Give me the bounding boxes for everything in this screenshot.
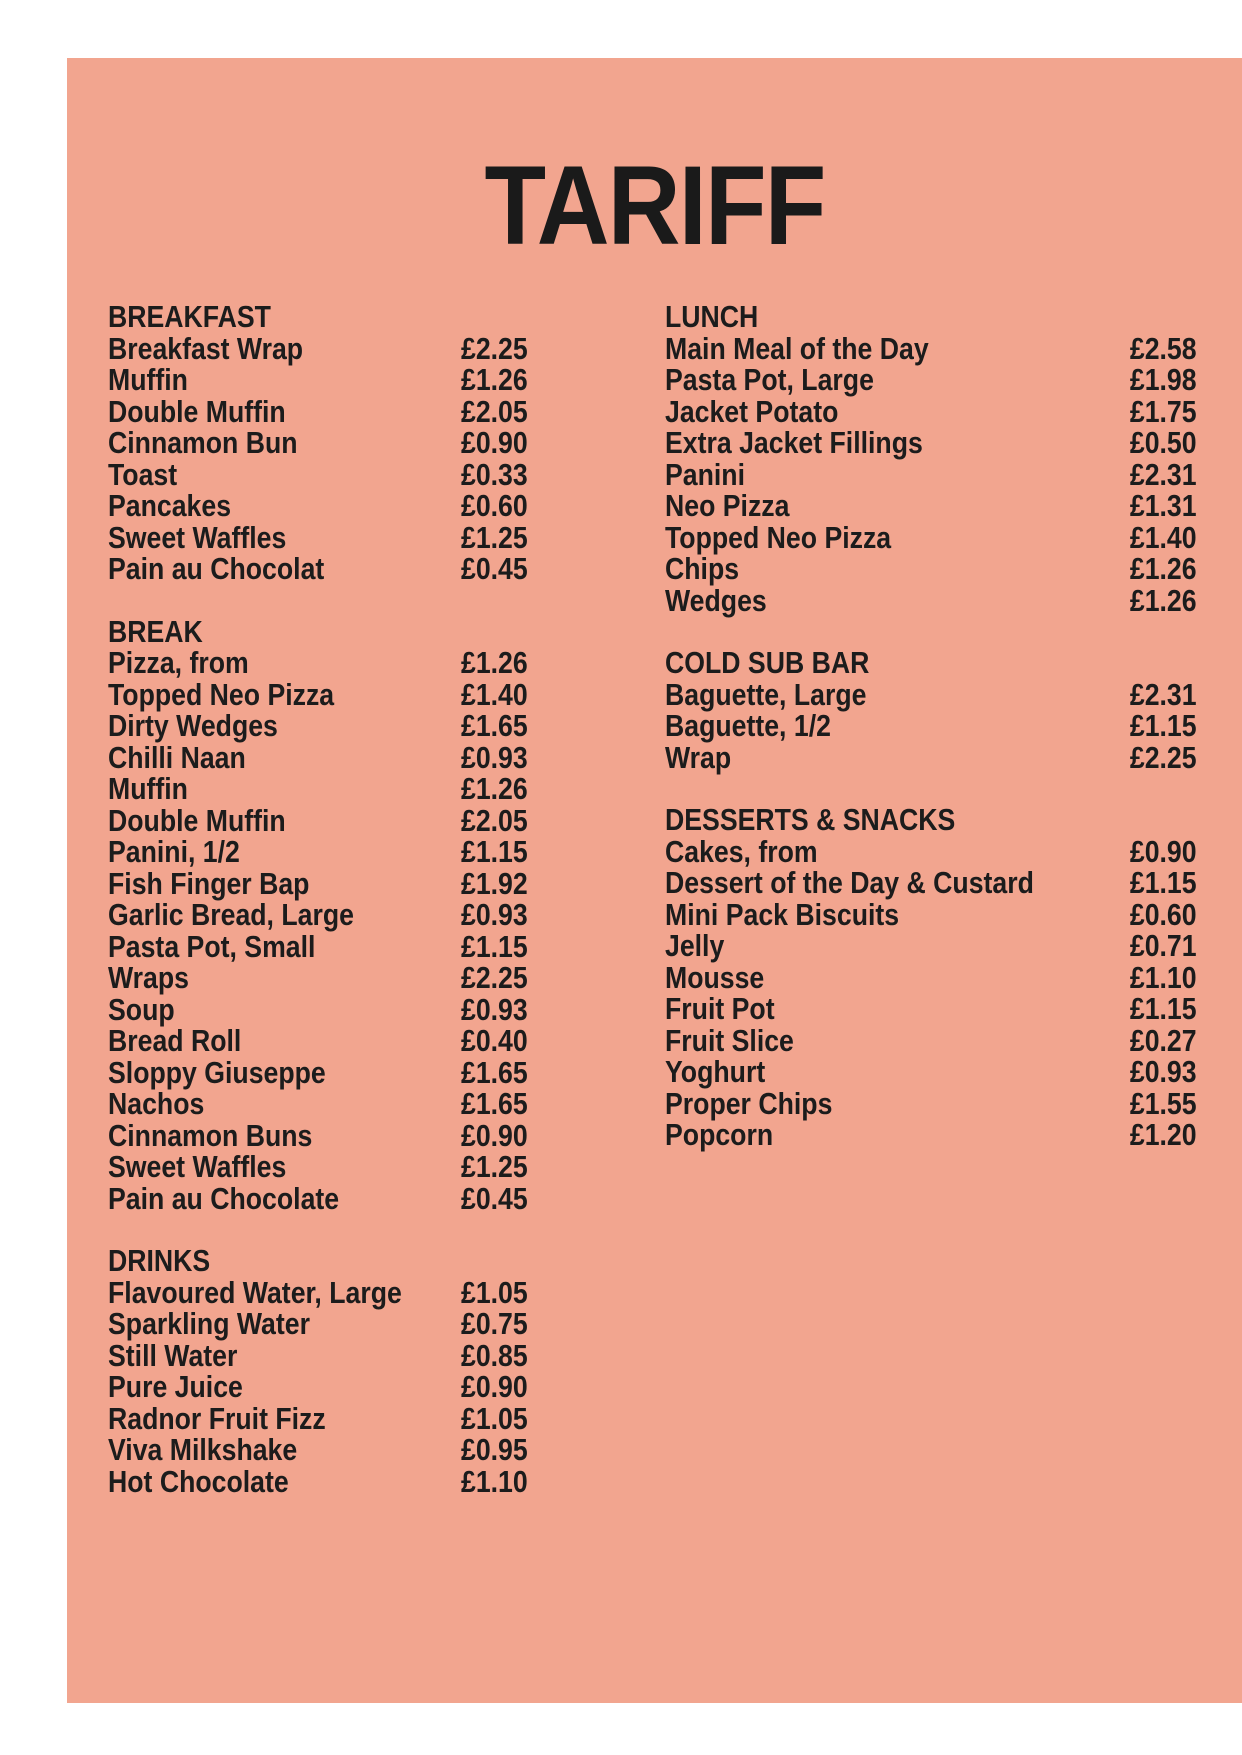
menu-item-name: Wraps: [108, 960, 190, 995]
section-heading: [108, 1245, 578, 1277]
menu-item-price: £1.15: [461, 834, 528, 869]
menu-item: [108, 1054, 578, 1090]
menu-item: [665, 833, 1197, 869]
menu-item-name: Pasta Pot, Large: [665, 362, 874, 397]
menu-item-price: £0.95: [461, 1432, 528, 1467]
menu-item-name: Dessert of the Day & Custard: [665, 865, 1034, 900]
menu-item-price: £0.40: [461, 1023, 528, 1058]
menu-item-name: Wrap: [665, 739, 732, 775]
menu-item-name: Jacket Potato: [665, 393, 839, 429]
menu-item: [665, 490, 1197, 522]
menu-item-name: Sweet Waffles: [108, 519, 287, 555]
menu-item: [108, 427, 578, 459]
menu-item: [108, 710, 578, 742]
menu-item: [665, 896, 1197, 932]
menu-item-name: Sloppy Giuseppe: [108, 1054, 326, 1090]
menu-item: [665, 710, 1197, 742]
menu-item: [108, 553, 578, 585]
menu-item-name: Jelly: [665, 928, 725, 963]
menu-item-price: £1.15: [1130, 865, 1197, 900]
menu-item: [108, 991, 578, 1027]
menu-item: [108, 676, 578, 712]
menu-item-price: £0.75: [461, 1306, 528, 1341]
section-heading: [108, 613, 578, 649]
menu-item-name: Viva Milkshake: [108, 1432, 298, 1467]
menu-item-name: Fruit Slice: [665, 1022, 794, 1058]
menu-item-name: Still Water: [108, 1337, 238, 1373]
menu-item-price: £2.31: [1130, 456, 1197, 492]
menu-item-price: £0.93: [461, 897, 528, 932]
menu-item: [108, 1371, 578, 1403]
menu-item: [665, 456, 1197, 492]
section-lunch: [665, 301, 1197, 616]
menu-item: [108, 1151, 578, 1183]
menu-item-name: Mini Pack Biscuits: [665, 896, 900, 932]
menu-item-price: £0.60: [1130, 896, 1197, 932]
menu-item: [665, 364, 1197, 396]
section-heading: [665, 301, 1197, 333]
menu-item-price: £1.98: [1130, 362, 1197, 397]
section-heading: [665, 804, 1197, 836]
menu-item: [108, 962, 578, 994]
menu-item-name: Soup: [108, 991, 175, 1027]
menu-item-name: Pancakes: [108, 488, 232, 523]
menu-item: [108, 1400, 578, 1436]
menu-item-name: Chips: [665, 551, 740, 586]
menu-item-price: £1.15: [1130, 708, 1197, 743]
menu-item-price: £0.93: [461, 739, 528, 775]
section-drinks: [108, 1245, 578, 1497]
menu-item-price: £1.65: [461, 1086, 528, 1121]
menu-item-name: Pain au Chocolate: [108, 1180, 340, 1216]
menu-item-name: Sparkling Water: [108, 1306, 310, 1341]
menu-item-price: £1.31: [1130, 488, 1197, 523]
menu-item-name: Cakes, from: [665, 833, 818, 869]
menu-item-price: £1.15: [461, 928, 528, 964]
menu-item: [108, 1180, 578, 1216]
menu-item-name: Mousse: [665, 959, 765, 995]
menu-item-name: Pasta Pot, Small: [108, 928, 316, 964]
menu-item-price: £1.20: [1130, 1117, 1197, 1152]
menu-item-price: £0.90: [461, 425, 528, 460]
menu-item-name: Garlic Bread, Large: [108, 897, 354, 932]
menu-item-price: £2.25: [1130, 739, 1197, 775]
menu-item-price: £1.10: [461, 1463, 528, 1499]
menu-item-price: £0.60: [461, 488, 528, 523]
menu-item-price: £1.25: [461, 519, 528, 555]
menu-item-price: £1.65: [461, 708, 528, 743]
menu-item: [108, 802, 578, 838]
menu-item-name: Sweet Waffles: [108, 1149, 287, 1184]
menu-item-price: £1.15: [1130, 991, 1197, 1026]
menu-item: [665, 553, 1197, 585]
menu-item-name: Topped Neo Pizza: [108, 676, 335, 712]
menu-item-name: Yoghurt: [665, 1054, 766, 1089]
menu-item: [108, 456, 578, 492]
section-heading-text: LUNCH: [665, 299, 759, 334]
menu-item-name: Muffin: [108, 771, 188, 806]
menu-item-name: Radnor Fruit Fizz: [108, 1400, 326, 1436]
menu-item: [108, 1463, 578, 1499]
menu-item-price: £2.05: [461, 393, 528, 429]
menu-item-price: £1.75: [1130, 393, 1197, 429]
menu-item-name: Neo Pizza: [665, 488, 790, 523]
menu-item-price: £2.31: [1130, 676, 1197, 712]
menu-item: [665, 427, 1197, 459]
menu-item-name: Baguette, Large: [665, 676, 867, 712]
section-heading-text: DESSERTS & SNACKS: [665, 802, 956, 837]
menu-item-name: Main Meal of the Day: [665, 330, 929, 366]
menu-item-price: £2.58: [1130, 330, 1197, 366]
section-break: [108, 613, 578, 1216]
menu-item: [665, 519, 1197, 555]
menu-item-name: Toast: [108, 456, 178, 492]
menu-item-price: £0.45: [461, 1180, 528, 1216]
menu-item-name: Extra Jacket Fillings: [665, 425, 923, 460]
menu-item-name: Fish Finger Bap: [108, 865, 310, 901]
menu-item: [665, 959, 1197, 995]
menu-item-price: £2.05: [461, 802, 528, 838]
menu-item: [108, 1117, 578, 1153]
menu-item: [108, 1337, 578, 1373]
menu-item-price: £0.93: [461, 991, 528, 1027]
menu-item-name: Wedges: [665, 582, 767, 618]
menu-item-price: £1.55: [1130, 1085, 1197, 1121]
left-column: [108, 301, 578, 1528]
menu-item: [665, 393, 1197, 429]
menu-item: [108, 1025, 578, 1057]
menu-item-price: £1.40: [461, 676, 528, 712]
menu-item-name: Chilli Naan: [108, 739, 246, 775]
menu-item: [108, 836, 578, 868]
menu-item-price: £1.05: [461, 1400, 528, 1436]
menu-item-name: Breakfast Wrap: [108, 330, 304, 366]
menu-item-name: Cinnamon Buns: [108, 1117, 313, 1153]
menu-item: [108, 490, 578, 522]
section-heading: [108, 301, 578, 333]
menu-item-price: £0.85: [461, 1337, 528, 1373]
section-heading-text: BREAKFAST: [108, 299, 271, 334]
menu-item-price: £1.26: [461, 771, 528, 806]
section-desserts-and-snacks: [665, 804, 1197, 1151]
menu-item: [108, 1274, 578, 1310]
menu-item-name: Baguette, 1/2: [665, 708, 831, 743]
menu-item: [665, 1022, 1197, 1058]
menu-item: [108, 393, 578, 429]
menu-item-price: £1.10: [1130, 959, 1197, 995]
section-heading-text: BREAK: [108, 613, 203, 649]
menu-item-name: Flavoured Water, Large: [108, 1274, 402, 1310]
menu-item: [665, 676, 1197, 712]
menu-item: [108, 364, 578, 396]
menu-item-price: £2.25: [461, 330, 528, 366]
section-heading: [665, 647, 1197, 679]
menu-item: [108, 773, 578, 805]
menu-item: [108, 1434, 578, 1466]
menu-item: [665, 867, 1197, 899]
menu-item-name: Double Muffin: [108, 802, 286, 838]
menu-item-name: Fruit Pot: [665, 991, 775, 1026]
menu-item: [665, 330, 1197, 366]
menu-item: [108, 865, 578, 901]
section-breakfast: [108, 301, 578, 585]
menu-item-price: £0.90: [461, 1117, 528, 1153]
menu-item-name: Cinnamon Bun: [108, 425, 298, 460]
menu-item-name: Dirty Wedges: [108, 708, 278, 743]
section-cold-sub-bar: [665, 647, 1197, 773]
right-column: [665, 301, 1197, 1182]
menu-item-price: £1.05: [461, 1274, 528, 1310]
menu-item-price: £0.93: [1130, 1054, 1197, 1089]
menu-item-name: Nachos: [108, 1086, 205, 1121]
menu-item-name: Topped Neo Pizza: [665, 519, 892, 555]
menu-item-name: Pizza, from: [108, 645, 249, 680]
menu-item: [665, 1056, 1197, 1088]
section-heading-text: DRINKS: [108, 1243, 211, 1278]
menu-item-price: £1.92: [461, 865, 528, 901]
menu-item: [665, 582, 1197, 618]
section-heading-text: COLD SUB BAR: [665, 645, 870, 680]
menu-item-name: Proper Chips: [665, 1085, 833, 1121]
menu-item: [108, 647, 578, 679]
menu-item-name: Bread Roll: [108, 1023, 242, 1058]
menu-item: [665, 1085, 1197, 1121]
menu-item-price: £1.26: [1130, 582, 1197, 618]
menu-item: [108, 739, 578, 775]
menu-item-name: Hot Chocolate: [108, 1463, 289, 1499]
menu-item: [665, 930, 1197, 962]
menu-item-name: Popcorn: [665, 1117, 774, 1152]
menu-item-price: £1.26: [461, 645, 528, 680]
menu-item-price: £1.40: [1130, 519, 1197, 555]
menu-item: [108, 928, 578, 964]
menu-item: [665, 739, 1197, 775]
menu-item-price: £0.71: [1130, 928, 1197, 963]
menu-item-price: £2.25: [461, 960, 528, 995]
menu-item-name: Panini: [665, 456, 745, 492]
menu-item-price: £1.65: [461, 1054, 528, 1090]
menu-item-price: £0.50: [1130, 425, 1197, 460]
menu-item-price: £0.33: [461, 456, 528, 492]
menu-item: [108, 1088, 578, 1120]
menu-item-name: Panini, 1/2: [108, 834, 240, 869]
menu-item-name: Muffin: [108, 362, 188, 397]
menu-item: [108, 1308, 578, 1340]
menu-item-price: £0.45: [461, 551, 528, 586]
menu-item-name: Double Muffin: [108, 393, 286, 429]
menu-item-price: £0.90: [461, 1369, 528, 1404]
menu-item: [665, 1119, 1197, 1151]
menu-item-name: Pure Juice: [108, 1369, 243, 1404]
menu-item-price: £1.26: [1130, 551, 1197, 586]
tariff-sheet: [67, 58, 1242, 1703]
menu-item-price: £0.27: [1130, 1022, 1197, 1058]
menu-item-price: £1.25: [461, 1149, 528, 1184]
menu-item-name: Pain au Chocolat: [108, 551, 325, 586]
menu-item-price: £0.90: [1130, 833, 1197, 869]
menu-item: [108, 899, 578, 931]
menu-item: [108, 330, 578, 366]
menu-item: [665, 993, 1197, 1025]
menu-item-price: £1.26: [461, 362, 528, 397]
page-title: TARIFF: [484, 143, 825, 268]
menu-item: [108, 519, 578, 555]
